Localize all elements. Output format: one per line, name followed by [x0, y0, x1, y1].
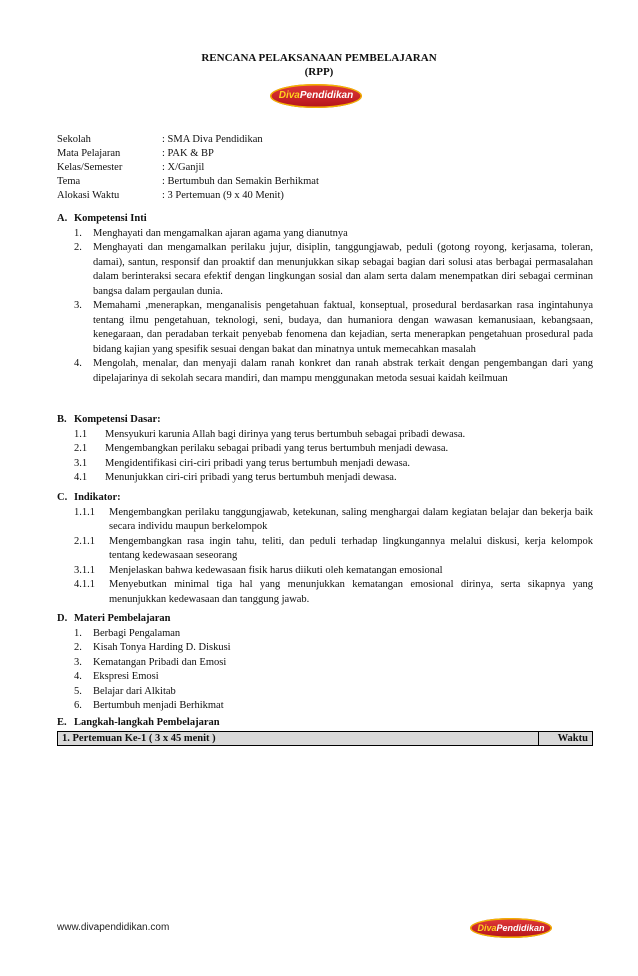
- table-header-time: Waktu: [538, 732, 592, 745]
- list-item: [57, 428, 593, 443]
- info-label: Alokasi Waktu: [57, 190, 120, 201]
- item-text: Menunjukkan ciri-ciri pribadi yang terus bertumbuh menjadi dewasa.: [105, 472, 397, 483]
- info-row: [57, 175, 319, 189]
- item-number: 3.: [74, 300, 82, 311]
- info-row: [57, 147, 319, 161]
- list-item: [57, 227, 593, 242]
- item-text: Memahami ,menerapkan, menganalisis pengetahuan faktual, konseptual, prosedural berdasarkan rasa ingintahunya tentang ilmu pengetahuan, teknologi, seni, budaya, dan humaniora dengan wawasan kemanusiaan, kebangsaan, kenegaraan, dan peradaban terkait penyebab fenomena dan kejadian, serta menerapkan pengetahuan prosedural pada bidang kajian yang spesifik sesuai dengan bakat dan minatnya untuk memecahkan masalah: [93, 300, 593, 355]
- list-item: [57, 670, 593, 685]
- item-text: Berbagi Pengalaman: [93, 627, 181, 639]
- list-item: [57, 699, 593, 714]
- section-letter: E.: [57, 717, 67, 728]
- section-letter: C.: [57, 492, 68, 503]
- item-text: Menyebutkan minimal tiga hal yang menunjukkan kematangan emosional dirinya, serta sikapnya yang menunjukkan kedewasaan dan tanggung jawab.: [109, 579, 593, 605]
- item-number: 2.1.1: [74, 535, 95, 547]
- item-text: Menghayati dan mengamalkan perilaku jujur, disiplin, tanggungjawab, peduli (gotong royong, kerjasama, toleran, damai), santun, responsif dan proaktif dan menunjukkan sikap sebagai bagian dari solusi atas berbagai permasalahan dalam berinteraksi secara efektif dengan lingkungan sosial dan alam serta dalam menempatkan diri sebagai cerminan bangsa dalam pergaulan dunia.: [93, 242, 593, 297]
- list-item: [57, 299, 593, 357]
- list-item: [57, 641, 593, 656]
- document-subtitle: (RPP): [304, 66, 334, 78]
- schedule-table-header: [57, 731, 593, 746]
- item-text: Mengembangkan perilaku tanggungjawab, ketekunan, saling menghargai dalam kegiatan belajar dan bekerja baik secara individu maupun berkelompok: [109, 506, 593, 532]
- item-number: 3.: [74, 656, 82, 668]
- info-value: : SMA Diva Pendidikan: [162, 134, 263, 145]
- info-block: [57, 133, 319, 203]
- list-item: [57, 578, 593, 607]
- section-kompetensi-dasar: [57, 413, 593, 486]
- info-row: [57, 161, 319, 175]
- info-label: Sekolah: [57, 134, 91, 145]
- document-title: RENCANA PELAKSANAAN PEMBELAJARAN: [201, 52, 437, 64]
- list-item: [57, 656, 593, 671]
- item-text: Mengidentifikasi ciri-ciri pribadi yang terus bertumbuh menjadi dewasa.: [105, 457, 410, 469]
- item-number: 4.: [74, 358, 82, 369]
- section-title-text: Materi Pembelajaran: [74, 613, 171, 624]
- item-number: 5.: [74, 685, 82, 697]
- item-text: Kisah Tonya Harding D. Diskusi: [93, 642, 231, 653]
- section-title-text: Kompetensi Dasar:: [74, 414, 161, 425]
- section-letter: D.: [57, 613, 68, 624]
- list-item: [57, 564, 593, 579]
- list-item: [57, 506, 593, 535]
- item-number: 1.: [74, 627, 82, 639]
- section-title-text: Indikator:: [74, 492, 121, 503]
- item-text: Belajar dari Alkitab: [93, 685, 176, 697]
- item-number: 1.: [74, 227, 82, 239]
- item-number: 4.: [74, 671, 82, 682]
- info-label: Tema: [57, 176, 81, 187]
- section-title-text: Kompetensi Inti: [74, 213, 147, 224]
- item-text: Ekspresi Emosi: [93, 671, 159, 682]
- item-text: Menjelaskan bahwa kedewasaan fisik harus diikuti oleh kematangan emosional: [109, 564, 443, 576]
- section-title: [57, 413, 593, 427]
- section-langkah-pembelajaran: [57, 716, 593, 730]
- section-title: [57, 491, 593, 505]
- footer-logo: [470, 918, 552, 938]
- item-text: Bertumbuh menjadi Berhikmat: [93, 700, 224, 711]
- list-item: [57, 471, 593, 486]
- section-title: [57, 612, 593, 626]
- header-logo-word2: Pendidikan: [299, 90, 354, 101]
- section-title: [57, 716, 593, 730]
- item-text: Kematangan Pribadi dan Emosi: [93, 656, 227, 668]
- item-text: Menghayati dan mengamalkan ajaran agama yang dianutnya: [93, 227, 348, 239]
- item-text: Mengembangkan rasa ingin tahu, teliti, dan peduli terhadap lingkungannya melalui diskusi, kerja kelompok tentang kedewasaan seseorang: [109, 535, 593, 561]
- item-number: 6.: [74, 700, 82, 711]
- footer-logo-word2: Pendidikan: [496, 923, 545, 933]
- info-row: [57, 133, 319, 147]
- list-item: [57, 357, 593, 386]
- section-letter: A.: [57, 213, 68, 224]
- list-item: [57, 442, 593, 457]
- item-number: 4.1: [74, 472, 88, 483]
- item-number: 1.1: [74, 428, 88, 440]
- section-title-text: Langkah-langkah Pembelajaran: [74, 717, 220, 728]
- item-number: 4.1.1: [74, 579, 95, 590]
- item-number: 2.: [74, 642, 82, 653]
- footer-logo-word1: Diva: [477, 923, 497, 933]
- info-value: : X/Ganjil: [162, 162, 205, 173]
- header-logo-word1: Diva: [278, 90, 300, 101]
- section-kompetensi-inti: [57, 212, 593, 386]
- header-logo: [270, 84, 362, 108]
- list-item: [57, 535, 593, 564]
- list-item: [57, 241, 593, 299]
- info-value: : PAK & BP: [162, 148, 214, 159]
- footer-url: www.divapendidikan.com: [57, 922, 170, 933]
- info-label: Mata Pelajaran: [57, 148, 121, 159]
- item-number: 2.: [74, 242, 82, 253]
- info-label: Kelas/Semester: [57, 162, 123, 173]
- table-header-meeting: 1. Pertemuan Ke-1 ( 3 x 45 menit ): [62, 733, 216, 744]
- item-text: Mengembangkan perilaku sebagai pribadi yang terus bertumbuh menjadi dewasa.: [105, 443, 449, 454]
- list-item: [57, 457, 593, 472]
- item-number: 2.1: [74, 443, 88, 454]
- section-indikator: [57, 491, 593, 607]
- list-item: [57, 627, 593, 642]
- info-value: : 3 Pertemuan (9 x 40 Menit): [162, 190, 284, 201]
- section-materi-pembelajaran: [57, 612, 593, 714]
- item-number: 3.1.1: [74, 564, 95, 576]
- item-number: 3.1: [74, 457, 88, 469]
- section-letter: B.: [57, 414, 67, 425]
- list-item: [57, 685, 593, 700]
- item-number: 1.1.1: [74, 506, 95, 518]
- info-value: : Bertumbuh dan Semakin Berhikmat: [162, 176, 319, 187]
- section-title: [57, 212, 593, 226]
- item-text: Mengolah, menalar, dan menyaji dalam ranah konkret dan ranah abstrak terkait dengan pengembangan dari yang dipelajarinya di sekolah secara mandiri, dan mampu menggunakan metoda sesuai kaidah keilmuan: [93, 358, 593, 384]
- item-text: Mensyukuri karunia Allah bagi dirinya yang terus bertumbuh sebagai pribadi dewasa.: [105, 428, 466, 440]
- info-row: [57, 189, 319, 203]
